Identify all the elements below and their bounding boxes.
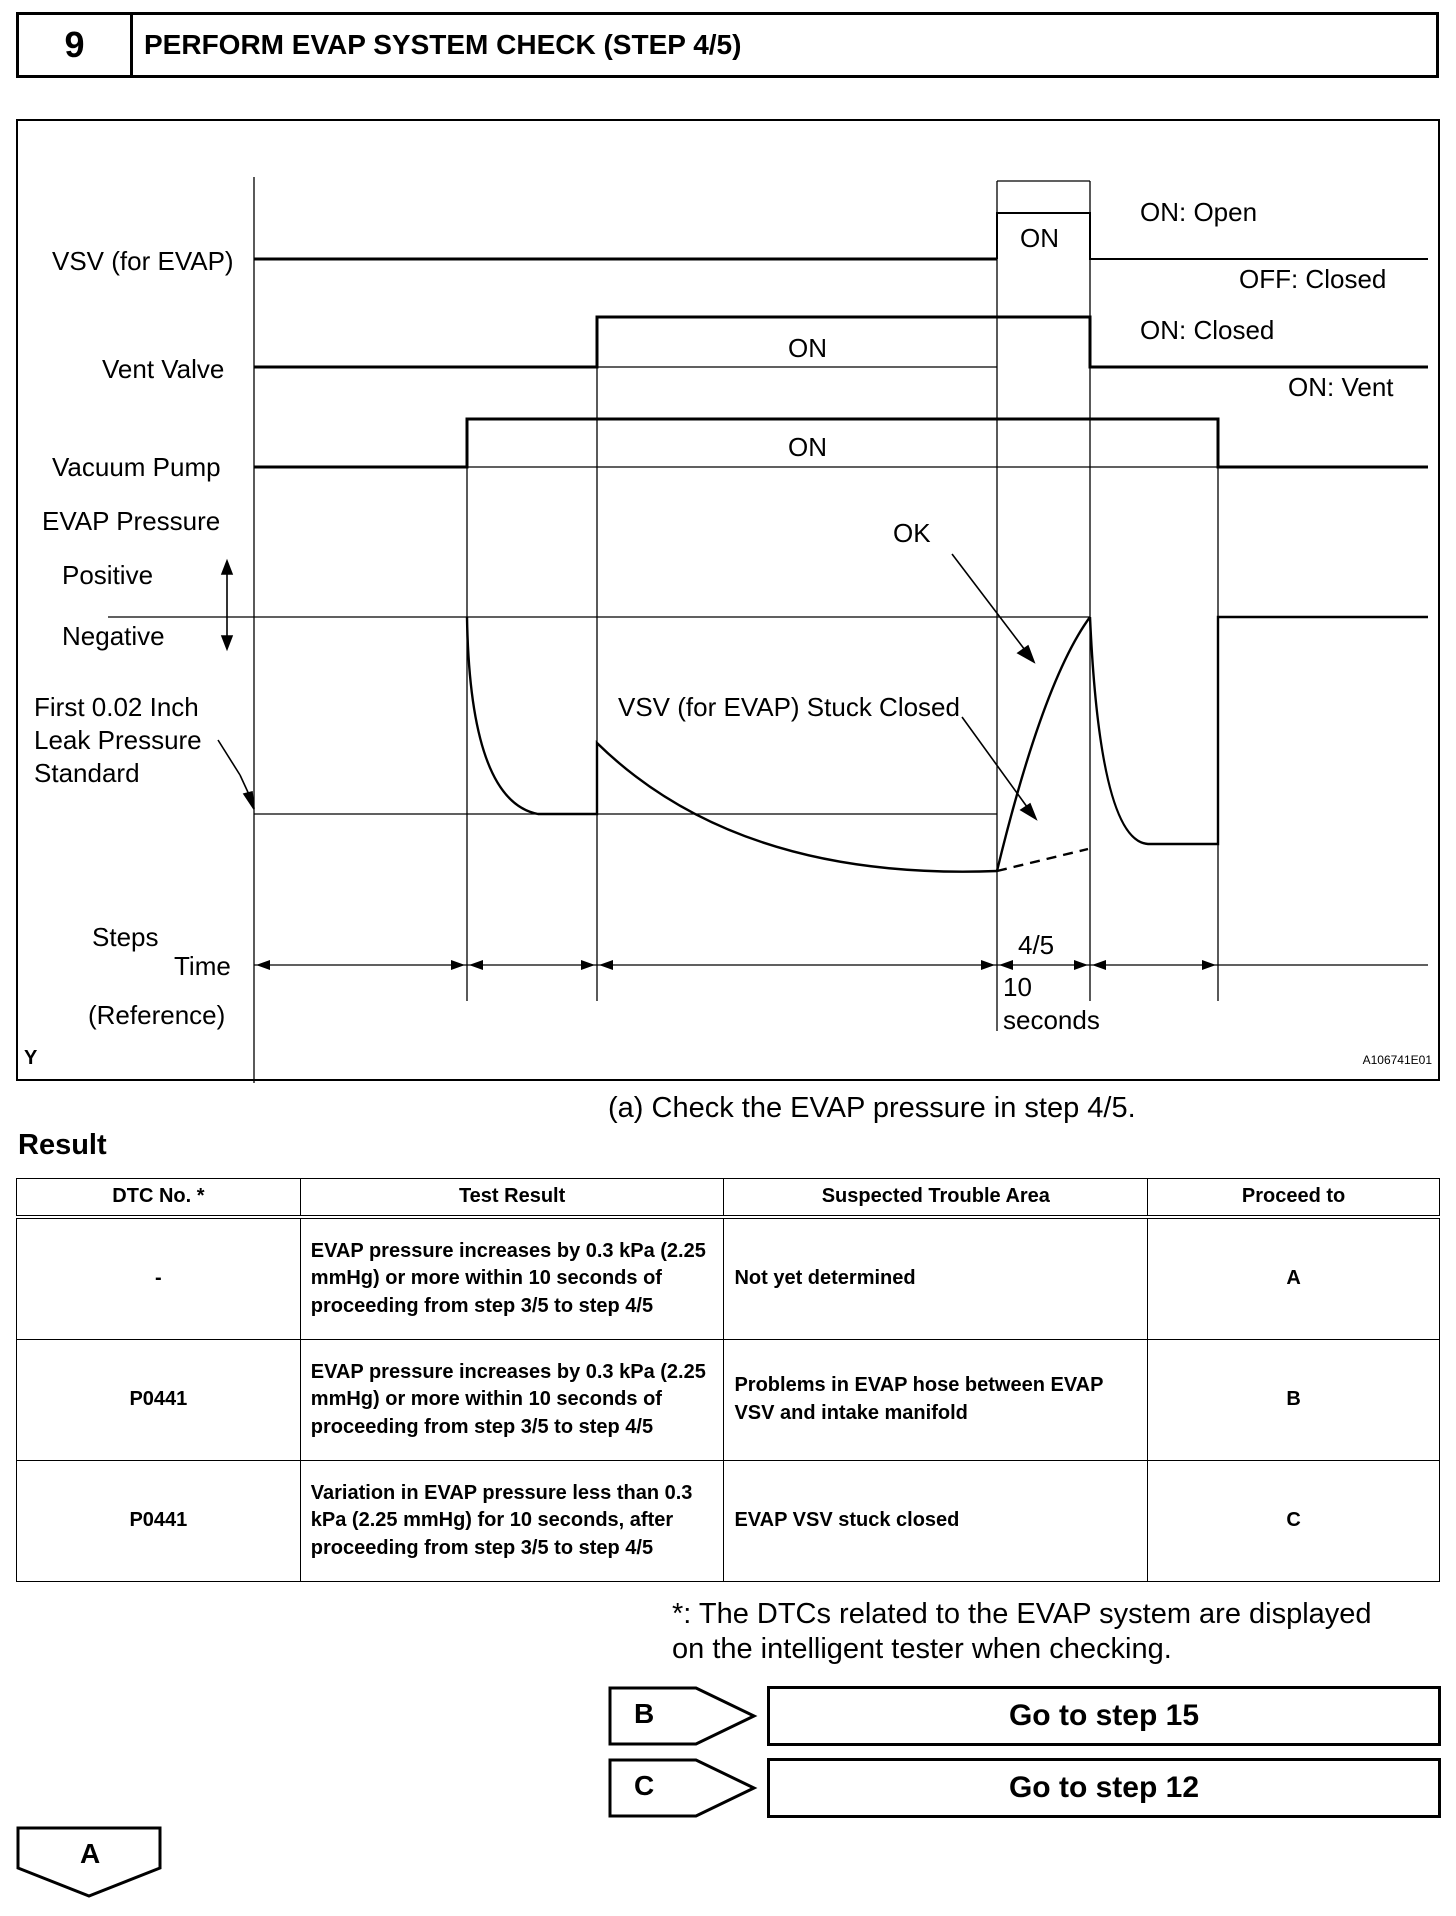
label-leak-std-2: Leak Pressure — [34, 725, 202, 755]
label-positive: Positive — [62, 560, 154, 590]
col-proceed-header: Proceed to — [1148, 1179, 1440, 1218]
result-heading: Result — [18, 1129, 107, 1161]
vsv-on-label: ON — [1020, 223, 1059, 253]
step-number: 9 — [19, 15, 133, 75]
dtc-cell: - — [17, 1217, 301, 1340]
vent-on-closed-label: ON: Closed — [1140, 315, 1275, 345]
label-negative: Negative — [62, 621, 165, 651]
vacuum-pump-trace — [254, 419, 1428, 467]
label-vsv: VSV (for EVAP) — [52, 246, 234, 276]
branch-b-arrow[interactable] — [608, 1686, 758, 1746]
timing-diagram — [16, 119, 1440, 1081]
table-row — [17, 1340, 1440, 1461]
pump-on-label: ON — [788, 432, 827, 462]
table-header-row — [17, 1179, 1440, 1218]
result-table — [16, 1178, 1440, 1582]
table-row — [17, 1461, 1440, 1582]
proceed-cell: B — [1148, 1340, 1440, 1461]
figure-id: A106741E01 — [1362, 1053, 1432, 1067]
vent-on-vent-label: ON: Vent — [1288, 372, 1394, 402]
proceed-cell: A — [1148, 1217, 1440, 1340]
label-leak-std-3: Standard — [34, 758, 140, 788]
dtc-note-line-2: on the intelligent tester when checking. — [672, 1633, 1172, 1666]
col-area-header: Suspected Trouble Area — [724, 1179, 1148, 1218]
dtc-cell: P0441 — [17, 1340, 301, 1461]
step-header — [16, 12, 1439, 78]
ok-annotation: OK — [893, 518, 931, 548]
duration-unit-label: seconds — [1003, 1005, 1100, 1035]
branch-c-label: C — [634, 1770, 655, 1801]
label-leak-std-1: First 0.02 Inch — [34, 692, 199, 722]
corner-mark: Y — [24, 1047, 38, 1069]
label-reference: (Reference) — [88, 1000, 226, 1030]
dtc-note — [672, 1597, 1372, 1668]
label-steps: Steps — [92, 922, 159, 952]
label-vacuum-pump: Vacuum Pump — [52, 452, 221, 482]
dtc-note-line-1: *: The DTCs related to the EVAP system are displayed — [672, 1598, 1372, 1630]
go-to-step-15-button[interactable]: Go to step 15 — [767, 1686, 1441, 1746]
branch-c-arrow[interactable] — [608, 1758, 758, 1818]
result-cell: EVAP pressure increases by 0.3 kPa (2.25 mmHg) or more within 10 seconds of proceeding from step 3/5 to step 4/5 — [300, 1217, 724, 1340]
duration-label: 10 — [1003, 972, 1032, 1002]
check-caption: (a) Check the EVAP pressure in step 4/5. — [608, 1092, 1136, 1124]
area-cell: EVAP VSV stuck closed — [724, 1461, 1148, 1582]
result-cell: Variation in EVAP pressure less than 0.3 kPa (2.25 mmHg) for 10 seconds, after proceeding from step 3/5 to step 4/5 — [300, 1461, 724, 1582]
stuck-closed-annotation: VSV (for EVAP) Stuck Closed — [618, 692, 960, 722]
area-cell: Not yet determined — [724, 1217, 1148, 1340]
col-result-header: Test Result — [300, 1179, 724, 1218]
branch-a-label: A — [80, 1838, 101, 1869]
result-cell: EVAP pressure increases by 0.3 kPa (2.25 mmHg) or more within 10 seconds of proceeding from step 3/5 to step 4/5 — [300, 1340, 724, 1461]
proceed-cell: C — [1148, 1461, 1440, 1582]
dtc-cell: P0441 — [17, 1461, 301, 1582]
step-title: PERFORM EVAP SYSTEM CHECK (STEP 4/5) — [144, 29, 742, 60]
vsv-off-closed-label: OFF: Closed — [1239, 264, 1387, 294]
label-vent-valve: Vent Valve — [102, 354, 225, 384]
area-cell: Problems in EVAP hose between EVAP VSV and intake manifold — [724, 1340, 1148, 1461]
branch-b-label: B — [634, 1698, 655, 1729]
pressure-trace — [467, 617, 997, 872]
stuck-closed-dashed — [997, 849, 1088, 871]
col-dtc-header: DTC No. * — [17, 1179, 301, 1218]
vent-on-label: ON — [788, 333, 827, 363]
go-to-step-12-button[interactable]: Go to step 12 — [767, 1758, 1441, 1818]
step-4-5-label: 4/5 — [1018, 930, 1055, 960]
pressure-ok-curve — [997, 617, 1090, 871]
vsv-on-open-label: ON: Open — [1140, 197, 1258, 227]
label-evap-pressure: EVAP Pressure — [42, 506, 221, 536]
label-time: Time — [174, 951, 231, 981]
table-row — [17, 1217, 1440, 1340]
